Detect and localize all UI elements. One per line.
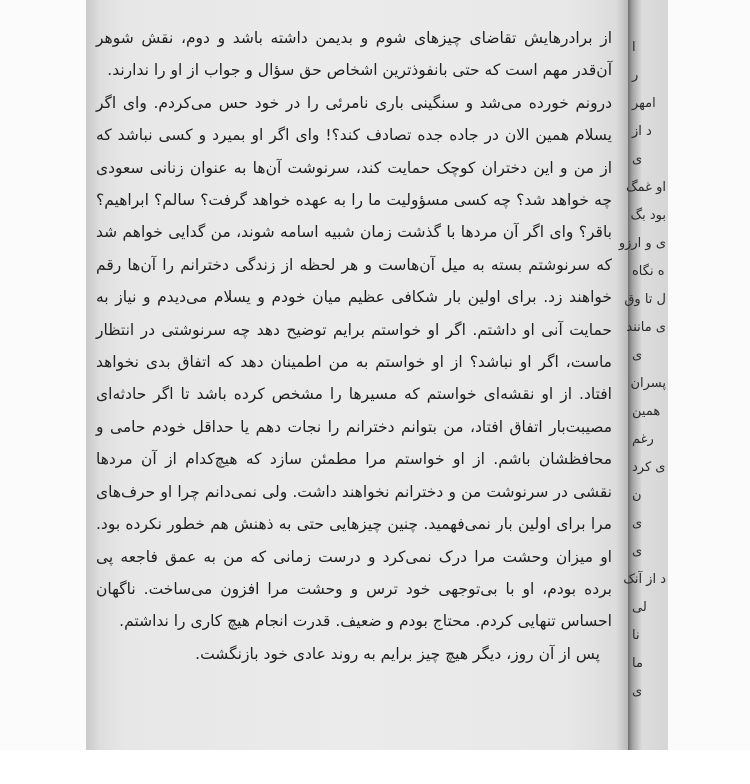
side-fragment: ن <box>632 488 642 503</box>
side-fragment: رغم <box>632 432 654 447</box>
side-fragment: نا <box>632 628 640 643</box>
side-fragment: د از آنک <box>623 572 666 587</box>
side-fragment: ی و ارزو <box>618 236 666 251</box>
side-fragment: او غمگ <box>626 180 666 195</box>
side-fragment: لی <box>632 600 647 615</box>
side-fragment: ی <box>632 544 643 559</box>
side-fragment: ل تا وق <box>624 292 666 307</box>
adjacent-page-text <box>618 0 666 784</box>
side-fragment: ی <box>632 348 643 363</box>
paragraph: درونم خورده می‌شد و سنگینی باری نامرئی را در خود حس می‌کردم. وای اگر یسلام همین الان در جاده جده تصادف کند؟! وای اگر او بمیرد و کسی نباشد که از من و این دختران کوچک حمایت کند، سرنوشت آن‌ها به عنوان زنانی سعودی چه خواهد شد؟ چه کسی مسؤولیت ما را به عهده خواهد گرفت؟ سالم؟ ابراهیم؟ باقر؟ وای اگر آن مردها با گذشت زمان شبیه اسامه شوند، من گدایی خواهم شد که سرنوشتم بسته به میل آن‌هاست و هر لحظه از زندگی دخترانم را آن‌ها رقم خواهند زد. برای اولین بار شکافی عظیم میان خودم و یسلام می‌دیدم و نیاز به حمایت آنی او داشتم. اگر او خواستم برایم توضیح دهد چه سرنوشتی در انتظار ماست، اگر او نباشد؟ از او خواستم به من اطمینان دهد که اتفاق بدی نخواهد افتاد. از او نقشه‌ای خواستم که مسیرها را مشخص کرده باشد تا اگر حادثه‌ای مصیبت‌بار اتفاق افتاد، من بتوانم دخترانم را نجات دهم یا حداقل خودم حامی و محافظشان باشم. از او خواستم مرا مطمئن سازد که هیچ‌کدام از آن مردها نقشی در سرنوشت من و دخترانم نخواهند داشت. ولی نمی‌دانم چرا او حرف‌های مرا برای اولین بار نمی‌فهمید. چنین چیزهایی حتی به ذهنش هم خطور نکرده بود. او میزان وحشت مرا درک نمی‌کرد و درست زمانی که من به عمق فاجعه پی برده بودم، او با بی‌توجهی خود ترس و وحشت مرا افزون می‌ساخت. ناگهان احساس تنهایی کردم. محتاج بودم و ضعیف. قدرت انجام هیچ کاری را نداشتم. <box>96 93 612 631</box>
side-fragment: ه نگاه <box>632 264 665 279</box>
side-fragment: ی <box>632 152 643 167</box>
side-fragment: بود بگ <box>630 208 666 223</box>
side-fragment: ی <box>632 684 643 699</box>
side-fragment: ما <box>632 656 643 671</box>
page-text <box>96 22 612 670</box>
side-fragment: ا <box>632 40 636 55</box>
side-fragment: ی <box>632 516 643 531</box>
side-fragment: ی مانند <box>626 320 666 335</box>
side-fragment: همین <box>632 404 661 419</box>
side-fragment: ی کرد <box>632 460 666 475</box>
paragraph: پس از آن روز، دیگر هیچ چیز برایم به روند عادی خود بازنگشت. <box>195 644 600 663</box>
side-fragment: د از <box>632 124 652 139</box>
paragraph: از برادرهایش تقاضای چیزهای شوم و بدیمن داشته باشد و دوم، نقش شوهر آن‌قدر مهم است که حتی بانفوذترین اشخاص حق سؤال و جواب از او را ندارند. <box>96 29 612 80</box>
side-fragment: پسران <box>630 376 666 391</box>
side-fragment: ر <box>632 68 639 83</box>
side-fragment: امهر <box>632 96 656 111</box>
